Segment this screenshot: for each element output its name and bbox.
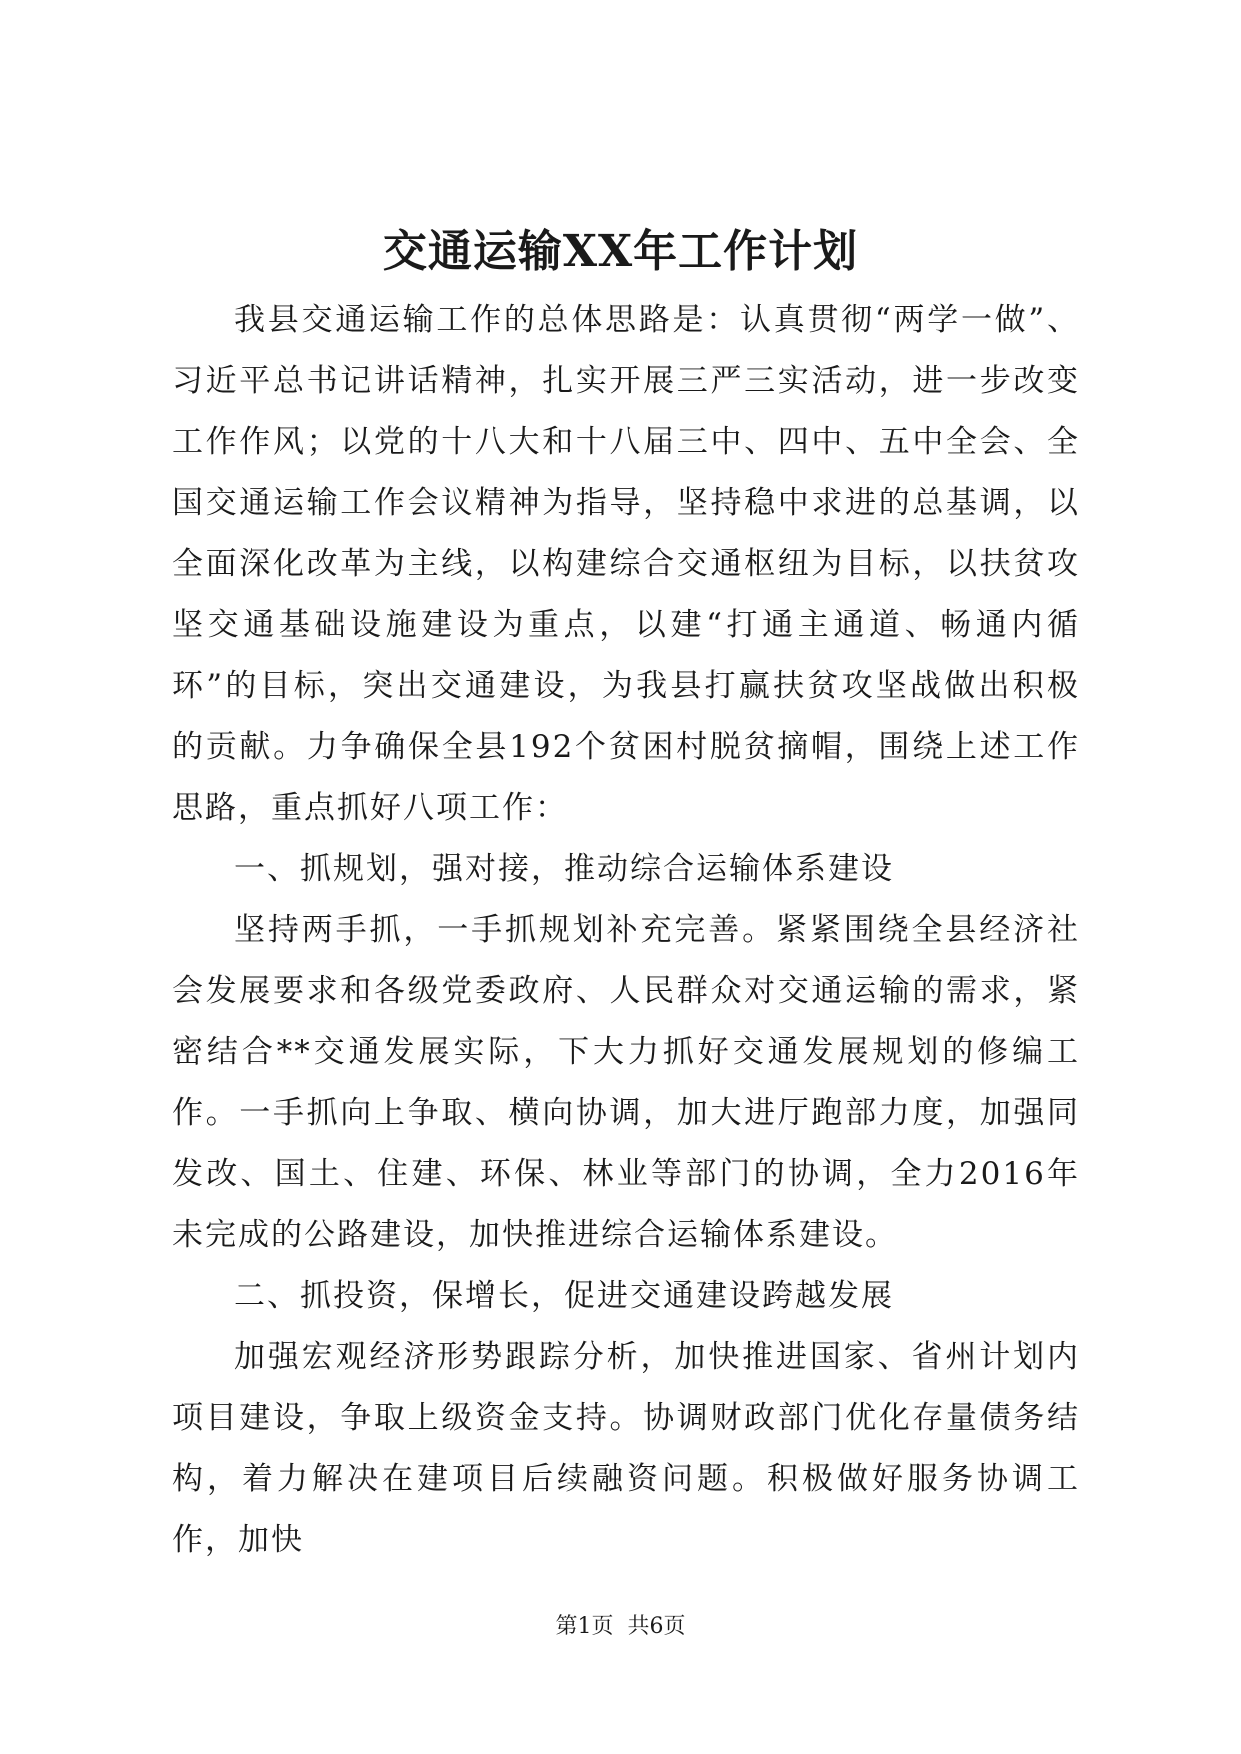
paragraph-section-2: 加强宏观经济形势跟踪分析，加快推进国家、省州计划内项目建设，争取上级资金支持。协调财政部门优化存量债务结构，着力解决在建项目后续融资问题。积极做好服务协调工作，加快 [172, 1339, 1080, 1558]
page-number-total: 共6页 [627, 1614, 686, 1639]
paragraph-section-1: 坚持两手抓，一手抓规划补充完善。紧紧围绕全县经济社会发展要求和各级党委政府、人民群众对交通运输的需求，紧密结合**交通发展实际，下大力抓好交通发展规划的修编工作。一手抓向上争取、横向协调，加大进厅跑部力度，加强同发改、国土、住建、环保、林业等部门的协调，全力2016年未完成的公路建设，加快推进综合运输体系建设。 [172, 912, 1080, 1253]
page-number-current: 第1页 [555, 1614, 614, 1639]
paragraph-intro: 我县交通运输工作的总体思路是：认真贯彻“两学一做”、习近平总书记讲话精神，扎实开展三严三实活动，进一步改变工作作风；以党的十八大和十八届三中、四中、五中全会、全国交通运输工作会议精神为指导，坚持稳中求进的总基调，以全面深化改革为主线，以构建综合交通枢纽为目标，以扶贫攻坚交通基础设施建设为重点，以建“打通主通道、畅通内循环”的目标，突出交通建设，为我县打赢扶贫攻坚战做出积极的贡献。力争确保全县192个贫困村脱贫摘帽，围绕上述工作思路，重点抓好八项工作： [172, 302, 1080, 826]
document-title: 交通运输XX年工作计划 [382, 226, 859, 277]
page-footer [0, 1612, 1241, 1642]
document-body [172, 290, 1080, 1571]
section-heading-1: 一、抓规划，强对接，推动综合运输体系建设 [234, 851, 894, 887]
section-heading-2: 二、抓投资，保增长，促进交通建设跨越发展 [234, 1278, 894, 1314]
